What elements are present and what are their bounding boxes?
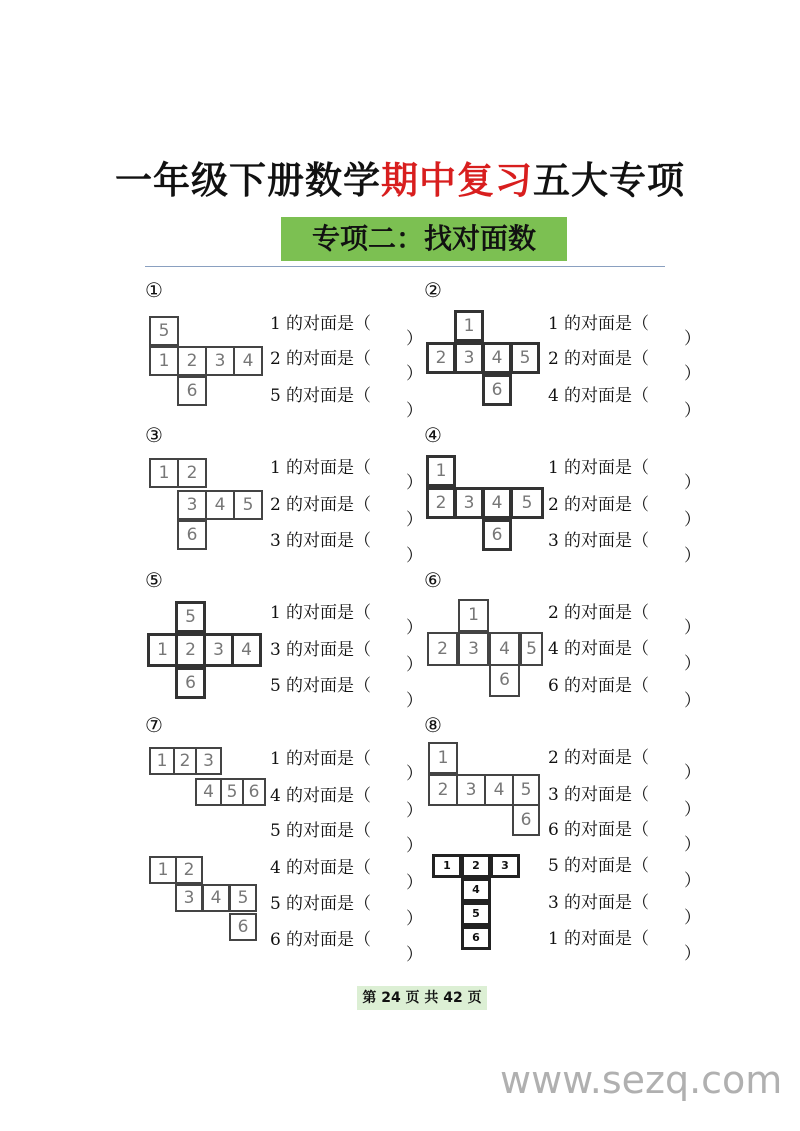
question [270,386,423,421]
face-number: 2 [270,495,281,515]
question-text: 的对面是（ [286,386,371,406]
question-text: 的对面是（ [564,639,649,659]
question-text: 的对面是（ [564,820,649,840]
close-paren: ） [684,329,701,349]
close-paren: ） [406,801,423,821]
net-cell: 1 [149,346,179,376]
net-cell: 6 [482,374,512,406]
question-text: 的对面是（ [286,930,371,950]
net-cell: 3 [203,633,234,667]
problem-label-4: ④ [424,423,442,447]
close-paren: ） [684,691,701,711]
question-text: 的对面是（ [564,314,649,334]
net-cell: 3 [454,487,484,519]
question [548,820,701,855]
question-text: 的对面是（ [286,749,371,769]
net-cell: 4 [461,878,491,902]
problem-label-5: ⑤ [145,568,163,592]
net-cell: 4 [482,487,512,519]
question-text: 的对面是（ [286,603,371,623]
question [270,821,423,856]
net-cell: 5 [220,778,244,806]
face-number: 4 [270,858,281,878]
net-cell: 3 [458,632,489,666]
face-number: 1 [270,749,281,769]
net-cell: 5 [510,342,540,374]
net-cell: 2 [173,747,197,775]
question-text: 的对面是（ [564,856,649,876]
close-paren: ） [684,800,701,820]
close-paren: ） [684,763,701,783]
question [270,314,423,349]
net-cell: 4 [484,774,514,806]
net-cell: 6 [229,913,257,941]
close-paren: ） [406,873,423,893]
question-text: 的对面是（ [286,349,371,369]
face-number: 1 [270,314,281,334]
question-text: 的对面是（ [564,458,649,478]
close-paren: ） [406,945,423,965]
close-paren: ） [684,944,701,964]
net-cell: 2 [175,856,203,884]
face-number: 1 [548,314,559,334]
close-paren: ） [684,618,701,638]
face-number: 1 [548,929,559,949]
net-cell: 2 [426,342,456,374]
net-cell: 2 [177,458,207,488]
question-text: 的对面是（ [564,603,649,623]
net-cell: 4 [489,632,520,666]
net-cell: 4 [233,346,263,376]
question-text: 的对面是（ [564,748,649,768]
net-cell: 1 [149,458,179,488]
question [548,856,701,891]
question-text: 的对面是（ [286,495,371,515]
problem-label-8: ⑧ [424,713,442,737]
question [270,495,423,530]
question [270,786,423,821]
close-paren: ） [684,546,701,566]
net-cell: 6 [489,664,520,697]
question-text: 的对面是（ [286,314,371,334]
net-cell: 1 [426,455,456,487]
face-number: 6 [548,676,559,696]
question [548,893,701,928]
face-number: 3 [548,531,559,551]
close-paren: ） [684,654,701,674]
net-cell: 6 [175,667,206,699]
net-cell: 4 [202,884,230,912]
net-cell: 5 [229,884,257,912]
face-number: 4 [548,386,559,406]
close-paren: ） [684,510,701,530]
close-paren: ） [406,401,423,421]
net-cell: 6 [242,778,266,806]
net-cell: 5 [510,487,544,519]
close-paren: ） [684,835,701,855]
net-cell: 1 [149,856,177,884]
face-number: 2 [548,495,559,515]
net-cell: 6 [461,926,491,950]
question [548,314,701,349]
net-cell: 4 [231,633,262,667]
close-paren: ） [406,836,423,856]
question-text: 的对面是（ [286,531,371,551]
question [270,458,423,493]
face-number: 4 [548,639,559,659]
question [548,603,701,638]
divider [145,266,665,267]
question [548,495,701,530]
title-highlight: 期中复习 [381,159,533,202]
question [548,676,701,711]
face-number: 5 [270,821,281,841]
net-cell: 5 [520,632,543,666]
close-paren: ） [406,364,423,384]
close-paren: ） [406,473,423,493]
net-cell: 5 [233,490,263,520]
net-cell: 3 [456,774,486,806]
page-title [0,150,800,204]
net-cell: 1 [149,747,175,775]
net-cell: 2 [426,487,456,519]
net-cell: 1 [454,310,484,342]
question-text: 的对面是（ [564,531,649,551]
net-cell: 3 [175,884,203,912]
net-cell: 1 [428,742,458,774]
problem-label-1: ① [145,278,163,302]
question-text: 的对面是（ [286,821,371,841]
close-paren: ） [684,364,701,384]
question-text: 的对面是（ [286,640,371,660]
question-text: 的对面是（ [564,386,649,406]
question-text: 的对面是（ [286,458,371,478]
question [270,894,423,929]
net-cell: 3 [454,342,484,374]
face-number: 5 [270,386,281,406]
net-cell: 3 [177,490,207,520]
face-number: 2 [548,349,559,369]
face-number: 2 [270,349,281,369]
close-paren: ） [684,473,701,493]
net-cell: 6 [177,520,207,550]
net-cell: 3 [490,854,520,878]
face-number: 1 [270,603,281,623]
section-subtitle: 专项二：找对面数 [281,217,567,261]
question [548,929,701,964]
net-cell: 2 [427,632,458,666]
question [270,858,423,893]
net-cell: 5 [512,774,540,806]
face-number: 6 [548,820,559,840]
question-text: 的对面是（ [286,858,371,878]
face-number: 5 [270,894,281,914]
question [270,640,423,675]
net-cell: 2 [175,633,206,667]
face-number: 5 [270,676,281,696]
net-cell: 1 [147,633,178,667]
watermark: www.sezq.com [500,1058,783,1102]
question-text: 的对面是（ [564,495,649,515]
problem-label-3: ③ [145,423,163,447]
face-number: 1 [270,458,281,478]
face-number: 2 [548,748,559,768]
close-paren: ） [406,510,423,530]
problem-label-2: ② [424,278,442,302]
net-cell: 6 [512,804,540,836]
question-text: 的对面是（ [564,676,649,696]
close-paren: ） [406,546,423,566]
close-paren: ） [684,401,701,421]
close-paren: ） [406,909,423,929]
face-number: 2 [548,603,559,623]
page-number: 第 24 页 共 42 页 [357,986,487,1010]
face-number: 3 [548,785,559,805]
net-cell: 5 [175,601,206,633]
net-cell: 1 [432,854,462,878]
title-part1: 一年级下册数学 [115,159,381,202]
close-paren: ） [406,691,423,711]
face-number: 5 [548,856,559,876]
close-paren: ） [684,908,701,928]
close-paren: ） [406,618,423,638]
net-cell: 2 [177,346,207,376]
close-paren: ） [684,871,701,891]
face-number: 3 [270,531,281,551]
net-cell: 4 [482,342,512,374]
question [548,785,701,820]
question-text: 的对面是（ [564,929,649,949]
question-text: 的对面是（ [286,676,371,696]
net-cell: 3 [195,747,222,775]
question [548,639,701,674]
net-cell: 3 [205,346,235,376]
net-cell: 2 [461,854,491,878]
question [270,676,423,711]
question [270,749,423,784]
problem-label-7: ⑦ [145,713,163,737]
question [270,531,423,566]
question-text: 的对面是（ [564,349,649,369]
face-number: 3 [548,893,559,913]
close-paren: ） [406,655,423,675]
question [548,531,701,566]
net-cell: 4 [195,778,222,806]
question [270,930,423,965]
question [548,386,701,421]
question [270,349,423,384]
net-cell: 1 [458,599,489,632]
question-text: 的对面是（ [564,893,649,913]
question [270,603,423,638]
net-cell: 6 [177,376,207,406]
face-number: 3 [270,640,281,660]
net-cell: 5 [461,902,491,926]
close-paren: ） [406,764,423,784]
net-cell: 6 [482,519,512,551]
face-number: 6 [270,930,281,950]
question-text: 的对面是（ [564,785,649,805]
close-paren: ） [406,329,423,349]
title-part2: 五大专项 [533,159,685,202]
question-text: 的对面是（ [286,786,371,806]
question-text: 的对面是（ [286,894,371,914]
face-number: 1 [548,458,559,478]
question [548,458,701,493]
face-number: 4 [270,786,281,806]
net-cell: 4 [205,490,235,520]
problem-label-6: ⑥ [424,568,442,592]
question [548,748,701,783]
net-cell: 2 [428,774,458,806]
net-cell: 5 [149,316,179,346]
question [548,349,701,384]
